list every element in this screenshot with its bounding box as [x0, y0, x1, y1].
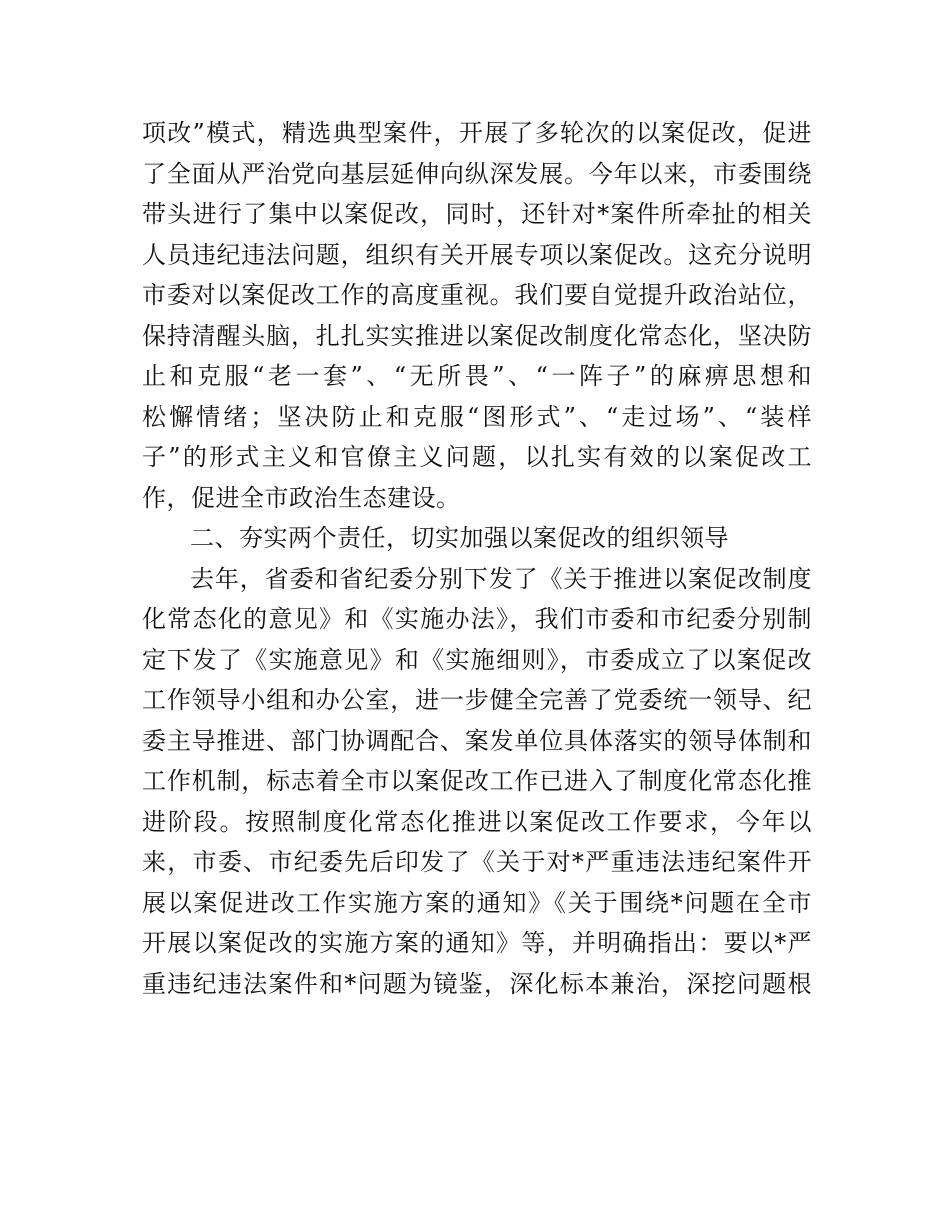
text-line: 了全面从严治党向基层延伸向纵深发展。今年以来，市委围绕 — [142, 159, 812, 188]
text-line: 作，促进全市政治生态建设。 — [142, 483, 461, 512]
text-line: 展以案促进改工作实施方案的通知》《关于围绕*问题在全市 — [142, 888, 812, 917]
text-line: 工作领导小组和办公室，进一步健全完善了党委统一领导、纪 — [142, 686, 812, 714]
text-line: 化常态化的意见》和《实施办法》，我们市委和市纪委分别制 — [142, 605, 812, 633]
text-line: 委主导推进、部门协调配合、案发单位具体落实的领导体制和 — [142, 726, 812, 755]
text-line: 子”的形式主义和官僚主义问题，以扎实有效的以案促改工 — [142, 443, 812, 471]
text-line: 带头进行了集中以案促改，同时，还针对*案件所牵扯的相关 — [142, 200, 812, 228]
text-line: 止和克服“老一套”、“无所畏”、“一阵子”的麻痹思想和 — [142, 362, 812, 390]
text-line: 重违纪违法案件和*问题为镜鉴，深化标本兼治，深挖问题根 — [142, 969, 812, 998]
text-line: 松懈情绪；坚决防止和克服“图形式”、“走过场”、“装样 — [142, 402, 812, 431]
text-line: 去年，省委和省纪委分别下发了《关于推进以案促改制度 — [190, 564, 812, 593]
text-line: 项改”模式，精选典型案件，开展了多轮次的以案促改，促进 — [142, 119, 812, 147]
text-line: 保持清醒头脑，扎扎实实推进以案促改制度化常态化，坚决防 — [142, 321, 812, 350]
text-line: 市委对以案促改工作的高度重视。我们要自觉提升政治站位， — [142, 281, 812, 309]
section-heading: 二、夯实两个责任，切实加强以案促改的组织领导 — [190, 524, 729, 552]
document-body — [142, 113, 812, 1004]
text-line: 进阶段。按照制度化常态化推进以案促改工作要求，今年以 — [142, 807, 812, 836]
text-line: 人员违纪违法问题，组织有关开展专项以案促改。这充分说明 — [142, 240, 812, 269]
text-line: 开展以案促改的实施方案的通知》等，并明确指出：要以*严 — [142, 929, 812, 957]
text-line: 工作机制，标志着全市以案促改工作已进入了制度化常态化推 — [142, 767, 812, 795]
text-line: 定下发了《实施意见》和《实施细则》，市委成立了以案促改 — [142, 645, 812, 674]
text-line: 来，市委、市纪委先后印发了《关于对*严重违法违纪案件开 — [142, 848, 812, 876]
